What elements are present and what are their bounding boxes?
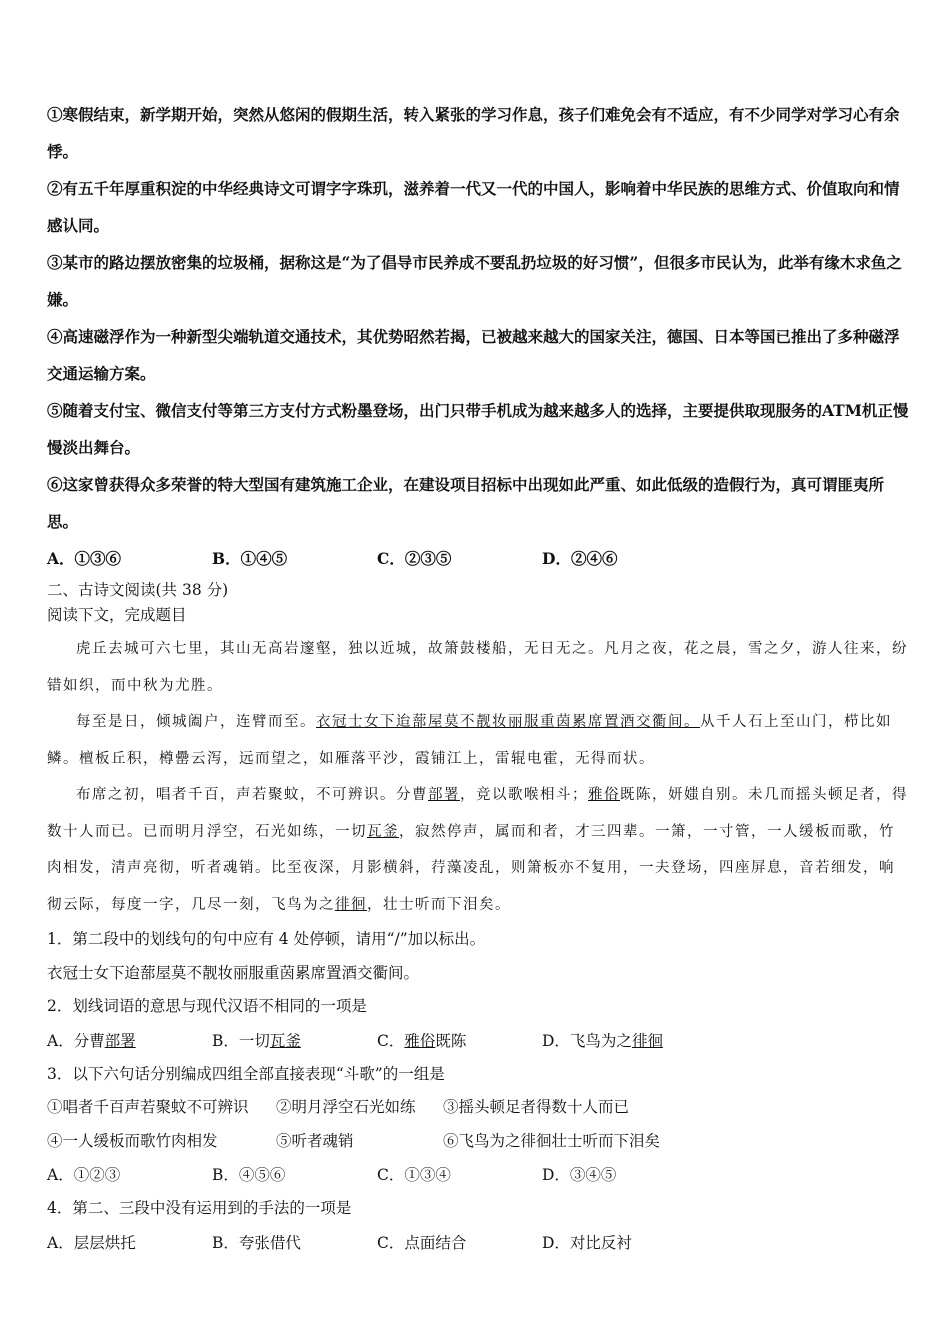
- option-text: D．飞鸟为之: [542, 1031, 632, 1050]
- underlined-word: 雅俗: [588, 787, 620, 803]
- sentence-6: ⑥这家曾获得众多荣誉的特大型国有建筑施工企业，在建设项目招标中出现如此严重、如此低级的造假行为，真可谓匪夷所思。: [47, 475, 885, 531]
- option-c: C．①③④: [377, 1166, 451, 1184]
- passage: [47, 631, 909, 923]
- sentence-1: ①寒假结束，新学期开始，突然从悠闲的假期生活，转入紧张的学习作息，孩子们难免会有不适应，有不少同学对学习心有余悸。: [47, 105, 900, 161]
- underlined-sentence: 衣冠士女下迨蔀屋莫不靓妆丽服重茵累席置酒交衢间。: [316, 714, 700, 730]
- item-2: ②明月浮空石光如练: [276, 1098, 416, 1116]
- sentence-2: ②有五千年厚重积淀的中华经典诗文可谓字字珠玑，滋养着一代又一代的中国人，影响着中华民族的思维方式、价值取向和情感认同。: [47, 179, 900, 235]
- instruction: 阅读下文，完成题目: [47, 606, 187, 624]
- exam-page: [47, 96, 909, 1260]
- option-b: B．①④⑤: [212, 549, 288, 568]
- underlined-word: 部署: [428, 787, 460, 803]
- sentence-list: [47, 96, 909, 540]
- option-c: [377, 1024, 542, 1058]
- underlined-word: 瓦釜: [367, 823, 399, 840]
- option-d: D．②④⑥: [542, 549, 618, 568]
- option-c: C．点面结合: [377, 1233, 467, 1252]
- option-a: A．层层烘托: [47, 1233, 136, 1252]
- section-title: 二、古诗文阅读(共 38 分): [47, 581, 229, 599]
- option-d: D．③④⑤: [542, 1166, 617, 1184]
- passage-text: ，壮士听而下泪矣。: [367, 896, 511, 913]
- sentence-3: ③某市的路边摆放密集的垃圾桶，据称这是“为了倡导市民养成不要乱扔垃圾的好习惯”，但很多市民认为，此举有缘木求鱼之嫌。: [47, 253, 902, 309]
- option-text: C．: [377, 1031, 405, 1050]
- item-3: ③摇头顿足者得数十人而已: [443, 1098, 630, 1116]
- q0-options: [47, 542, 909, 576]
- question-3-items-row-1: [47, 1091, 909, 1125]
- option-a: A．①②③: [47, 1166, 121, 1184]
- passage-text: 每至是日，倾城阖户，连臂而至。: [76, 714, 316, 730]
- option-text: A．分曹: [47, 1031, 105, 1050]
- questions: [47, 923, 909, 1260]
- option-a: [47, 1024, 212, 1058]
- option-text: 既陈: [435, 1031, 467, 1050]
- passage-text: ，竞以歌喉相斗；: [460, 787, 588, 803]
- passage-paragraph-2: [47, 704, 909, 777]
- passage-paragraph-1: 虎丘去城可六七里，其山无高岩邃壑，独以近城，故箫鼓楼船，无日无之。凡月之夜，花之晨，雪之夕，游人往来，纷错如织，而中秋为尤胜。: [47, 641, 908, 694]
- option-b: [212, 1024, 377, 1058]
- passage-paragraph-3: [47, 777, 909, 923]
- sentence-5: ⑤随着支付宝、微信支付等第三方支付方式粉墨登场，出门只带手机成为越来越多人的选择，主要提供取现服务的ATM机正慢慢淡出舞台。: [47, 401, 909, 457]
- option-text: B．一切: [212, 1031, 270, 1050]
- question-4-stem: 4．第二、三段中没有运用到的手法的一项是: [47, 1199, 352, 1217]
- sentence-4: ④高速磁浮作为一种新型尖端轨道交通技术，其优势昭然若揭，已被越来越大的国家关注，德国、日本等国已推出了多种磁浮交通运输方案。: [47, 327, 900, 383]
- underlined-word: 雅俗: [404, 1031, 436, 1050]
- question-4-options: [47, 1226, 909, 1260]
- item-1: ①唱者千百声若聚蚊不可辨识: [47, 1098, 249, 1116]
- passage-text: ，寂然停声，属而和者，才三四辈。一箫，一寸管，一人缓板而歌，竹肉相发，清声亮彻，听者魂销。比至夜深，月影横斜，荇藻凌乱，则箫板亦不复用，一夫登场，四座屏息，音若细发，响彻云际，每度一字，几尽一刻，飞鸟为之: [47, 823, 895, 913]
- passage-text: 既陈，妍媸自别。未几而摇头顿足者，得数十人而已。已而明月浮空，石光如练，一切: [47, 787, 908, 840]
- question-2-options: [47, 1024, 909, 1058]
- passage-text: 从千人石上至山门，栉比如鳞。檀板丘积，樽罍云泻，远而望之，如雁落平沙，霞铺江上，雷辊电霍，无得而状。: [47, 714, 892, 767]
- underlined-word: 徘徊: [335, 896, 367, 913]
- question-3-stem: 3．以下六句话分别编成四组全部直接表现“斗歌”的一组是: [47, 1064, 445, 1083]
- item-4: ④一人缓板而歌竹肉相发: [47, 1131, 218, 1150]
- underlined-word: 徘徊: [631, 1031, 663, 1050]
- option-d: [542, 1024, 707, 1058]
- question-3-options: [47, 1158, 909, 1192]
- question-1-stem: 1．第二段中的划线句的句中应有 4 处停顿，请用“/”加以标出。: [47, 930, 486, 948]
- option-b: B．④⑤⑥: [212, 1166, 286, 1184]
- question-1-text: 衣冠士女下迨蔀屋莫不靓妆丽服重茵累席置酒交衢间。: [47, 963, 420, 982]
- underlined-word: 部署: [104, 1031, 136, 1050]
- question-3-items-row-2: [47, 1125, 909, 1159]
- option-c: C．②③⑤: [377, 549, 452, 568]
- option-b: B．夸张借代: [212, 1233, 301, 1252]
- option-a: A．①③⑥: [47, 549, 122, 568]
- option-d: D．对比反衬: [542, 1233, 632, 1252]
- underlined-word: 瓦釜: [269, 1031, 301, 1050]
- passage-text: 布席之初，唱者千百，声若聚蚊，不可辨识。分曹: [76, 787, 428, 803]
- item-6: ⑥飞鸟为之徘徊壮士听而下泪矣: [443, 1131, 661, 1150]
- item-5: ⑤听者魂销: [276, 1131, 354, 1150]
- question-2-stem: 2．划线词语的意思与现代汉语不相同的一项是: [47, 997, 367, 1015]
